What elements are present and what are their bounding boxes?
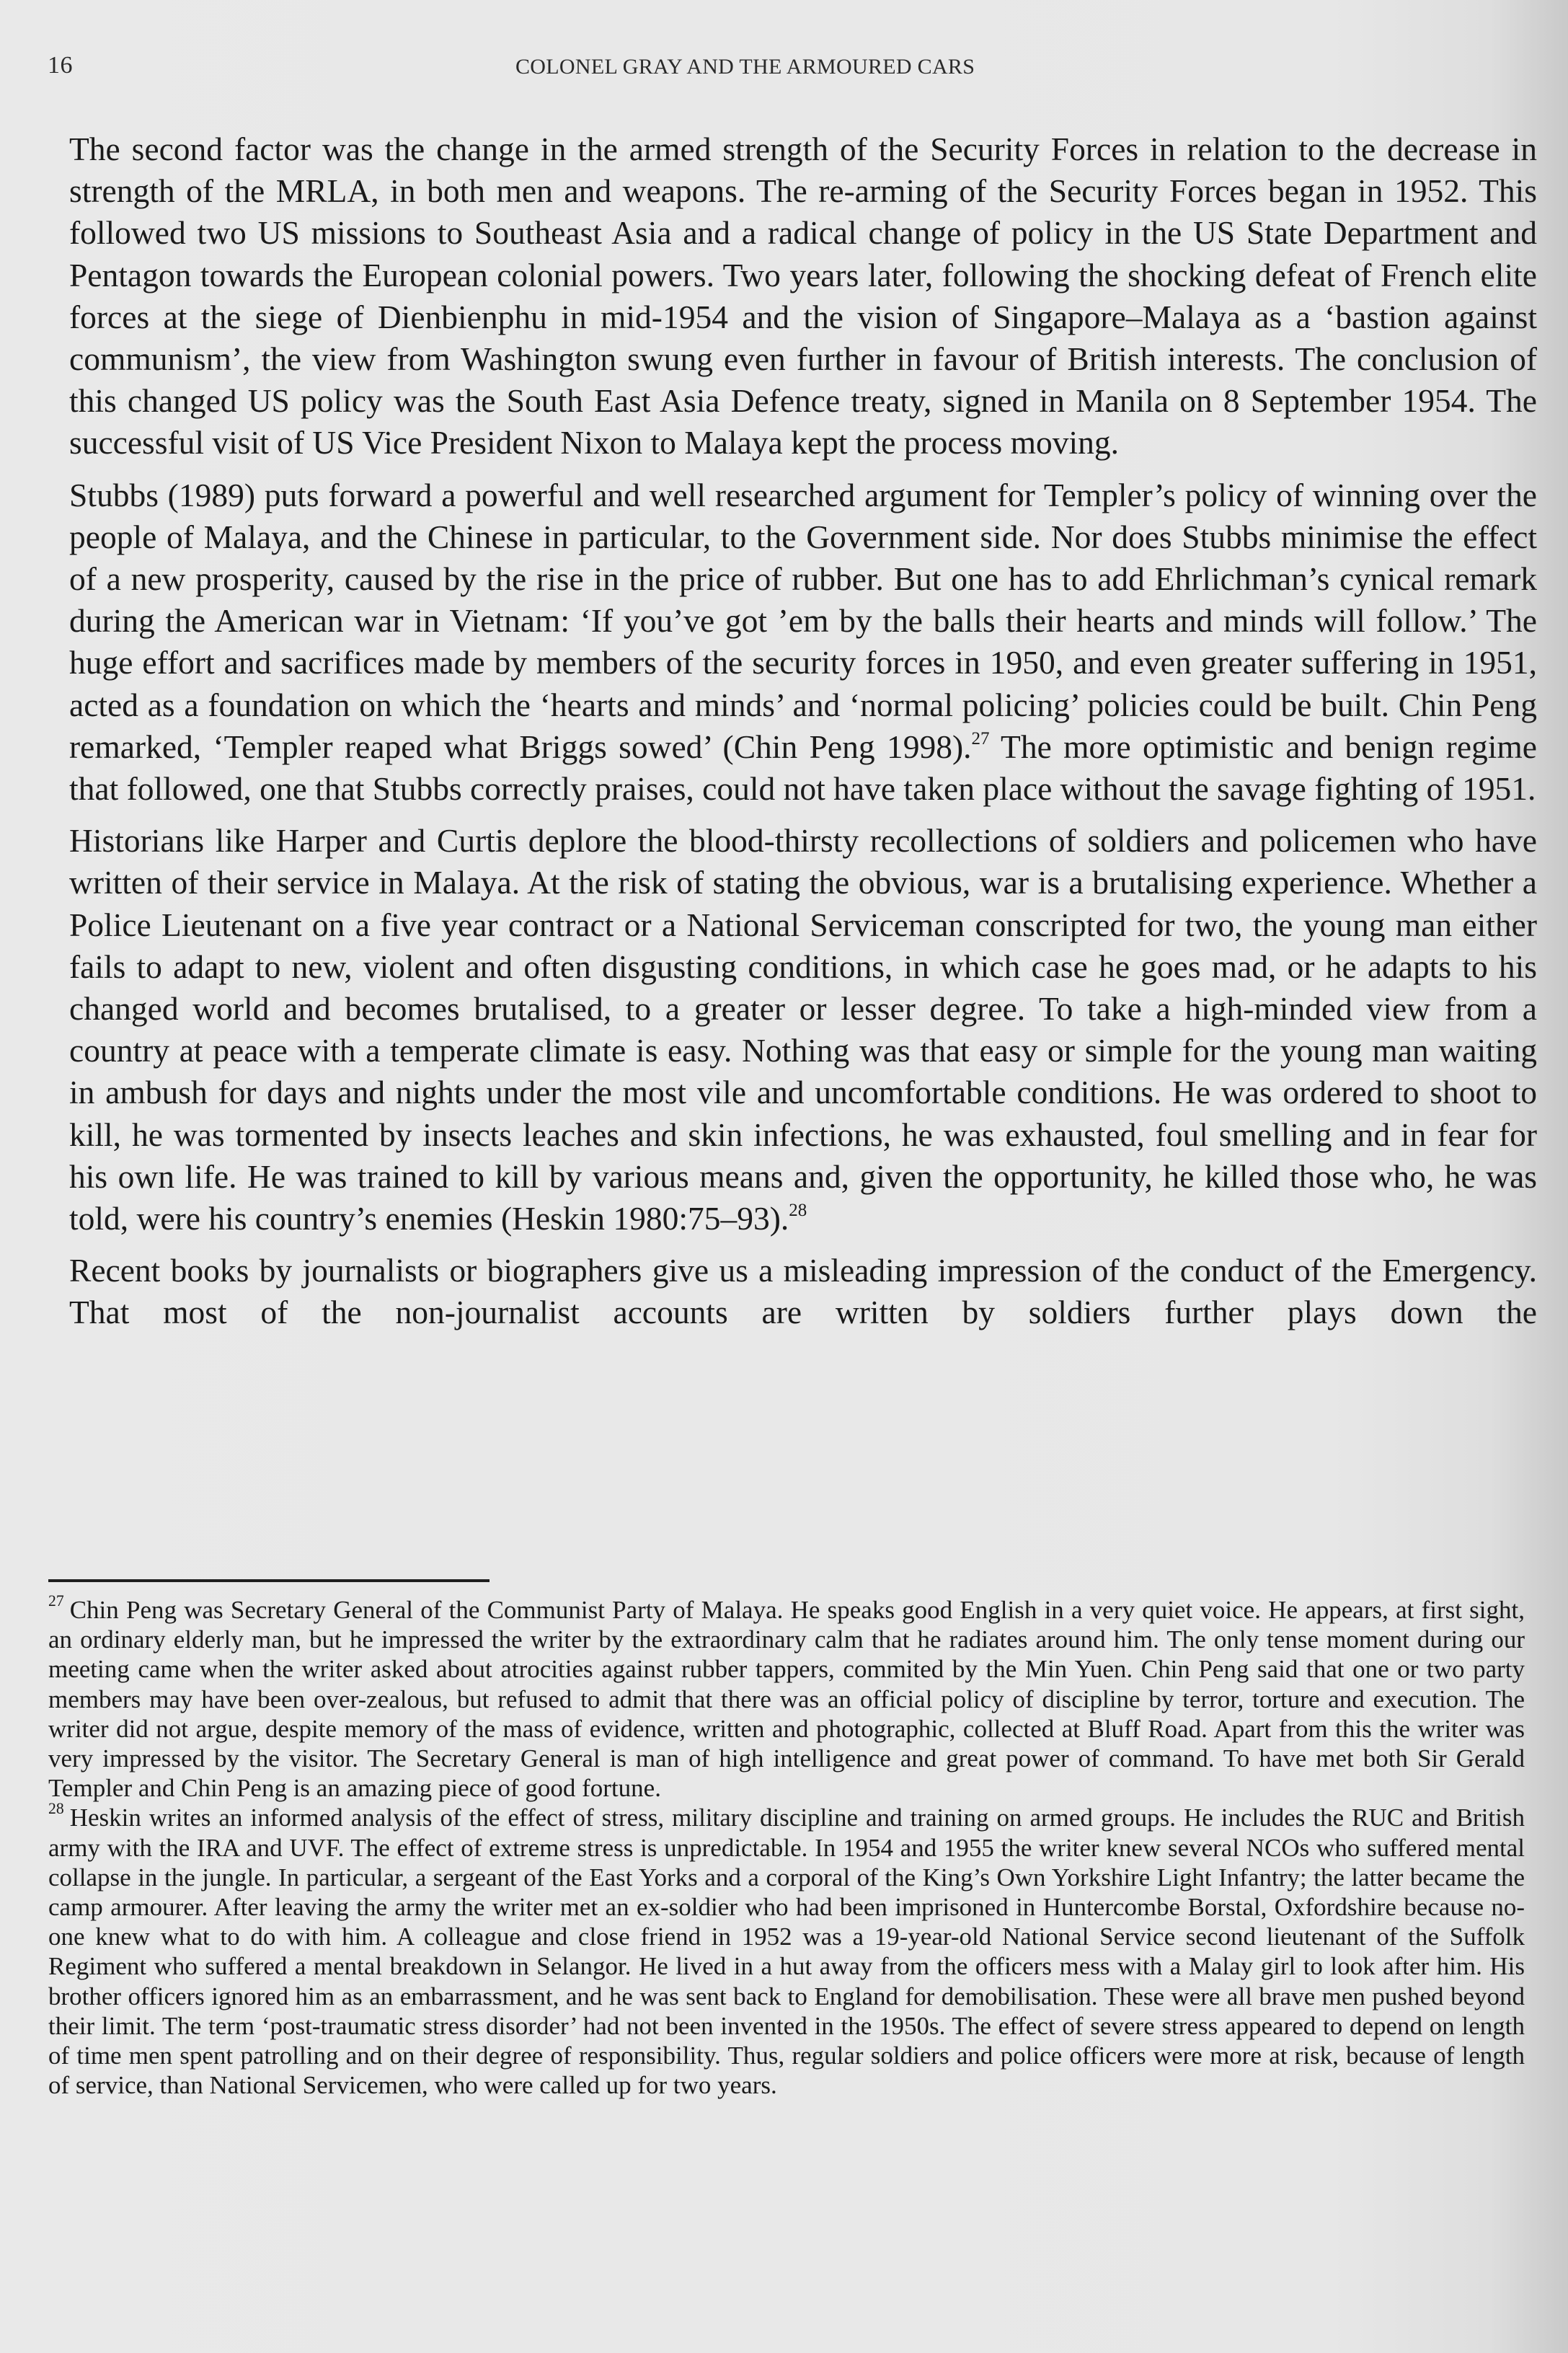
body-text	[69, 128, 1537, 1344]
footnote-ref-28[interactable]: 28	[789, 1201, 807, 1221]
paragraph-text: The more optimistic and benign regime that followed, one that Stubbs correctly praises, could not have taken place without the savage fighting of 1951.	[69, 728, 1538, 808]
footnote-text: Chin Peng was Secretary General of the Communist Party of Malaya. He speaks good English in a very quiet voice. He appears, at first sight, an ordinary elderly man, but he impressed the writer by the extraordinary calm that he radiates around him. The only tense moment during our meeting came when the writer asked about atrocities against rubber tappers, commited by the Min Yuen. Chin Peng said that one or two party members may have been over-zealous, but refused to admit that there was an official policy of discipline by terror, torture and execution. The writer did not argue, despite memory of the mass of evidence, written and photographic, collected at Bluff Road. Apart from this the writer was very impressed by the visitor. The Secretary General is man of high intelligence and great power of command. To have met both Sir Gerald Templer and Chin Peng is an amazing piece of good fortune.	[48, 1596, 1525, 1803]
paragraph-historians	[69, 820, 1537, 1240]
running-title: COLONEL GRAY AND THE ARMOURED CARS	[515, 55, 975, 79]
footnote-number: 28	[48, 1800, 64, 1818]
page-number: 16	[48, 52, 73, 79]
footnote-text: Heskin writes an informed analysis of the effect of stress, military discipline and training on armed groups. He includes the RUC and British army with the IRA and UVF. The effect of extreme stress is unpredictable. In 1954 and 1955 the writer knew several NCOs who suffered mental collapse in the jungle. In particular, a sergeant of the East Yorks and a corporal of the King’s Own Yorkshire Light Infantry; the latter became the camp armourer. After leaving the army the writer met an ex-soldier who had been imprisoned in Huntercombe Borstal, Oxfordshire because no-one knew what to do with him. A colleague and close friend in 1952 was a 19-year-old National Service second lieutenant of the Suffolk Regiment who suffered a mental breakdown in Selangor. He lived in a hut away from the officers mess with a Malay girl to look after him. His brother officers ignored him as an embarrassment, and he was sent back to England for demobilisation. These were all brave men pushed beyond their limit. The term ‘post-traumatic stress disorder’ had not been invented in the 1950s. The effect of severe stress appeared to depend on length of time men spent patrolling and on their degree of responsibility. Thus, regular soldiers and police officers were more at risk, because of length of service, than National Servicemen, who were called up for two years.	[48, 1804, 1525, 2100]
paragraph-text: Recent books by journalists or biographers give us a misleading impression of the conduct of the Emergency. That most of the non-journalist accounts are written by soldiers further plays down the	[69, 1252, 1537, 1331]
paragraph-recent-books	[69, 1250, 1537, 1333]
footnote-28	[48, 1800, 1525, 2100]
paragraph-text: The second factor was the change in the armed strength of the Security Forces in relation to the decrease in strength of the MRLA, in both men and weapons. The re-arming of the Security Forces began in 1952. This followed two US missions to Southeast Asia and a radical change of policy in the US State Department and Pentagon towards the European colonial powers. Two years later, following the shocking defeat of French elite forces at the siege of Dienbienphu in mid-1954 and the vision of Singapore–Malaya as a ‘bastion against communism’, the view from Washington swung even further in favour of British interests. The conclusion of this changed US policy was the South East Asia Defence treaty, signed in Manila on 8 September 1954. The successful visit of US Vice President Nixon to Malaya kept the process moving.	[69, 131, 1537, 462]
paragraph-text: Historians like Harper and Curtis deplore the blood-thirsty recollections of soldiers and policemen who have written of their service in Malaya. At the risk of stating the obvious, war is a brutalising experience. Whether a Police Lieutenant on a five year contract or a National Serviceman conscripted for two, the young man either fails to adapt to new, violent and often disgusting conditions, in which case he goes mad, or he adapts to his changed world and becomes brutalised, to a greater or lesser degree. To take a high-minded view from a country at peace with a temperate climate is easy. Nothing was that easy or simple for the young man waiting in ambush for days and nights under the most vile and uncomfortable conditions. He was ordered to shoot to kill, he was tormented by insects leaches and skin infections, he was exhausted, foul smelling and in fear for his own life. He was trained to kill by various means and, given the opportunity, he killed those who, he was told, were his country’s enemies (Heskin 1980:75–93).	[69, 822, 1537, 1237]
running-head	[0, 52, 1568, 88]
footnote-27	[48, 1592, 1525, 1803]
footnote-number: 27	[48, 1592, 64, 1610]
footnote-divider	[48, 1579, 490, 1582]
footnotes	[48, 1592, 1525, 2100]
paragraph-text: Stubbs (1989) puts forward a powerful and well researched argument for Templer’s policy of winning over the people of Malaya, and the Chinese in particular, to the Government side. Nor does Stubbs minimise the effect of a new prosperity, caused by the rise in the price of rubber. But one has to add Ehrlichman’s cynical remark during the American war in Vietnam: ‘If you’ve got ’em by the balls their hearts and minds will follow.’ The huge effort and sacrifices made by members of the security forces in 1950, and even greater suffering in 1951, acted as a foundation on which the ‘hearts and minds’ and ‘normal policing’ policies could be built. Chin Peng remarked, ‘Templer reaped what Briggs sowed’ (Chin Peng 1998).	[69, 476, 1537, 765]
footnote-ref-27[interactable]: 27	[971, 729, 990, 749]
paragraph-stubbs	[69, 474, 1537, 811]
paragraph-security-forces	[69, 128, 1537, 464]
